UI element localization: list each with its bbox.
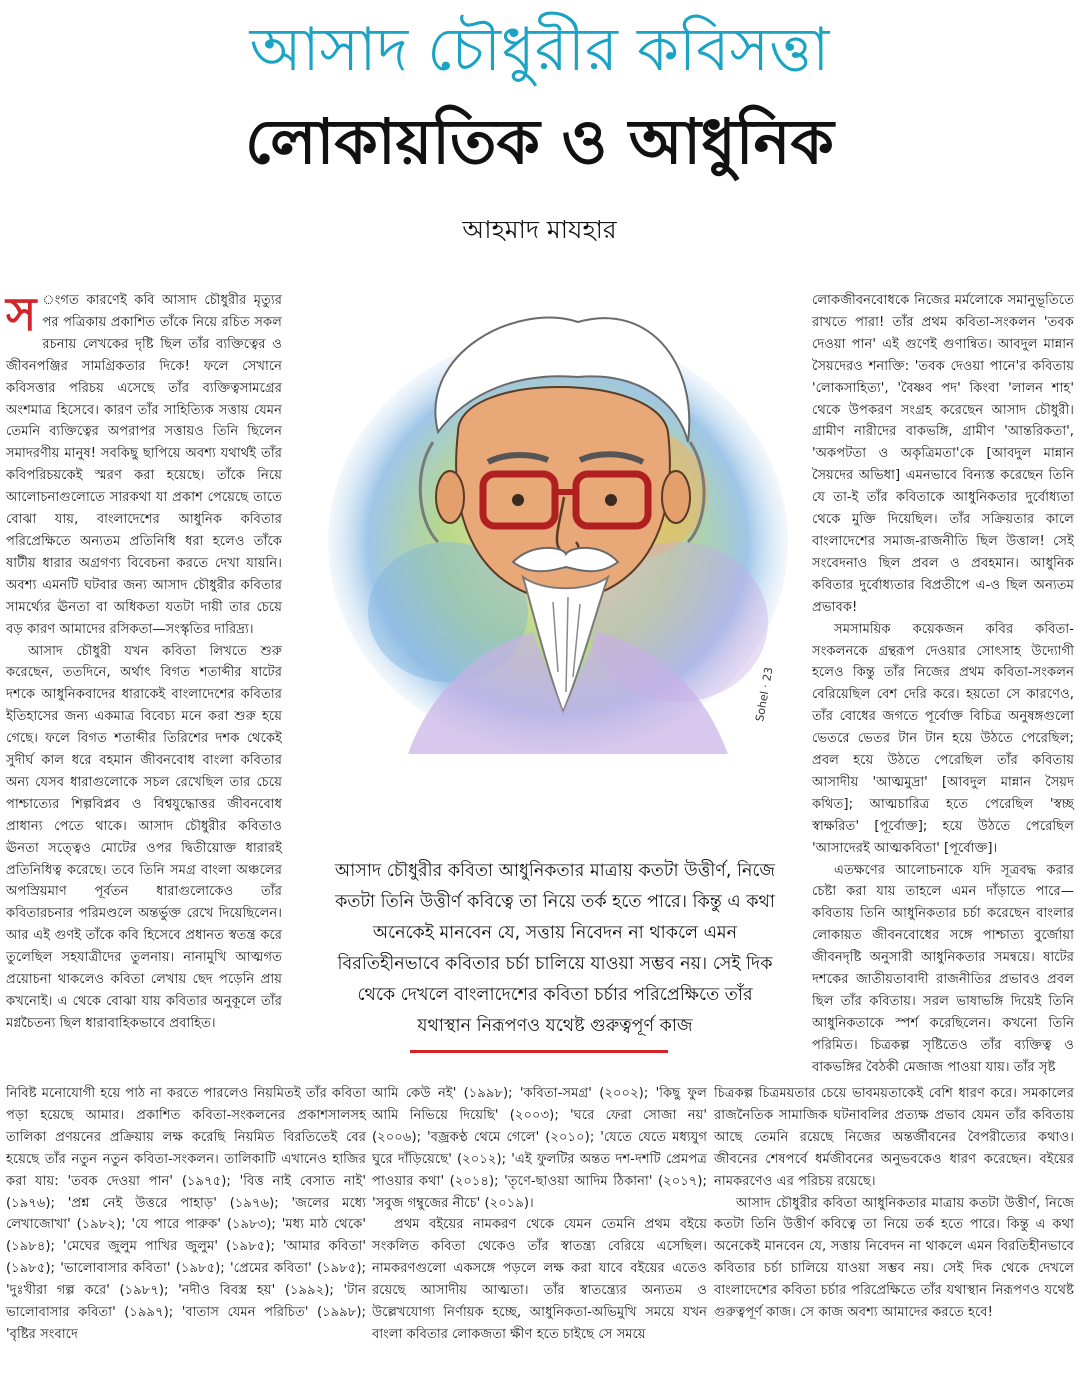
- right-paragraph-3: এতক্ষণের আলোচনাকে যদি সূত্রবদ্ধ করার চেষ্টা করা যায় তাহলে এমন দাঁড়াতে পারে—কবিতায় তিনি আধুনিকতার চর্চা করেছেন বাংলার লোকায়ত জীবনবোধের সঙ্গে পাশ্চাত্য বুর্জোয়া জীবনদৃষ্টি অনুসারী আধুনিকতার সমন্বয়ে। ষাটের দশকের জাতীয়তাবাদী রাজনীতির প্রভাবও প্রবল ছিল তাঁর কবিতায়। সরল ভাষাভঙ্গি দিয়েই তিনি আধুনিকতাকে স্পর্শ করেছিলেন। কখনো তিনি পরিমিত। চিত্রকল্প সৃষ্টিতেও তাঁর ব্যক্তিত্ব ও বাকভঙ্গির বৈঠকী মেজাজ পাওয়া যায়। তাঁর সৃষ্ট: [812, 862, 1074, 1075]
- portrait-illustration: [318, 292, 798, 754]
- article-title-line2: লোকায়তিক ও আধুনিক: [245, 105, 834, 178]
- dropcap: স: [6, 287, 37, 341]
- right-paragraph-2: সমসাময়িক কয়েকজন কবির কবিতা-সংকলনকে গ্রন্থরূপ দেওয়ার সোৎসাহ উদ্যোগী হলেও কিন্তু তাঁর নিজের প্রথম কবিতা-সংকলন বেরিয়েছিল বেশ দেরি করে। হয়তো সে কারণেও, তাঁর বোধের জগতে পূর্বোক্ত বিচিত্র অনুষঙ্গগুলো ভেতরে ভেতর টান টান হয়ে উঠতে পেরেছিল; প্রবল হয়ে উঠতে পেরেছিল তাঁর কবিতায় আসাদীয় 'আত্মমুদ্রা' [আবদুল মান্নান সৈয়দ কথিত]; আত্মচারিত্র হতে পেরেছিল 'স্বচ্ছ স্বাক্ষরিত' [পূর্বোক্ত]; হয়ে উঠতে পেরেছিল 'আসাদেরই আত্মকবিতা' [পূর্বোক্ত]।: [812, 621, 1074, 856]
- artist-signature: Sohel · 23: [753, 666, 776, 723]
- middle-column: [372, 1083, 707, 1373]
- right-paragraph-5: আসাদ চৌধুরীর কবিতা আধুনিকতার মাত্রায় কতটা উত্তীর্ণ, নিজে কতটা তিনি উত্তীর্ণ কবিত্বে তা নিয়ে তর্ক হতে পারে। কিন্তু এ কথা অনেকেই মানবেন যে, সত্তায় নিবেদন না থাকলে এমন বিরতিহীনভাবে কবিতার চর্চা চালিয়ে যাওয়া সম্ভব নয়। সেই দিক থেকে দেখলে বাংলাদেশের কবিতা চর্চার পরিপ্রেক্ষিতে তাঁর যথাস্থান নিরূপণও যথেষ্ট গুরুত্বপূর্ণ কাজ। সে কাজ অবশ্য আমাদের করতে হবে!: [714, 1195, 1074, 1321]
- left-paragraph-3: নিবিষ্ট মনোযোগী হয়ে পাঠ না করতে পারলেও নিয়মিতই তাঁর কবিতা পড়া হয়েছে আমার। প্রকাশিত কবিতা-সংকলনের প্রকাশসালসহ তালিকা প্রণয়নের প্রক্রিয়ায় লক্ষ করেছি নিয়মিত বিরতিতেই বের হয়েছে তাঁর নতুন নতুন কবিতা-সংকলন। তালিকাটি এখানেও হাজির করা যায়: 'তবক দেওয়া পান' (১৯৭৫); 'বিত্ত নাই বেসাত নাই' (১৯৭৬); 'প্রশ্ন নেই উত্তরে পাহাড়' (১৯৭৬); 'জলের মধ্যে লেখাজোখা' (১৯৮২); 'যে পারে পারুক' (১৯৮৩); 'মধ্য মাঠ থেকে' (১৯৮৪); 'মেঘের জুলুম পাখির জুলুম' (১৯৮৫); 'আমার কবিতা' (১৯৮৫); 'ভালোবাসার কবিতা' (১৯৮৫); 'প্রেমের কবিতা' (১৯৮৫); 'দুঃখীরা গল্প করে' (১৯৮৭); 'নদীও বিবস্ত্র হয়' (১৯৯২); 'টান ভালোবাসার কবিতা' (১৯৯৭); 'বাতাস যেমন পরিচিত' (১৯৯৮); 'বৃষ্টির সংবাদে: [6, 1086, 366, 1342]
- middle-paragraph-2: প্রথম বইয়ের নামকরণ থেকে যেমন তেমনি প্রথম বইয়ে সংকলিত কবিতা থেকেও তাঁর স্বাতন্ত্র্য বেরিয়ে এসেছিল। নামকরণগুলো একসঙ্গে পড়লে লক্ষ করা যাবে বইয়ের এতেও রয়েছে আসাদীয় আত্মতা। তাঁর স্বাতন্ত্র্যের অন্যতম ও উল্লেখযোগ্য নির্ণায়ক হচ্ছে, আধুনিকতা-অভিমুখি সময়ে যখন বাংলা কবিতার লোকজতা ক্ষীণ হতে চাইছে সে সময়ে: [372, 1217, 707, 1342]
- right-column: [812, 290, 1074, 1075]
- left-paragraph-2: আসাদ চৌধুরী যখন কবিতা লিখতে শুরু করেছেন, ততদিনে, অর্থাৎ বিগত শতাব্দীর ষাটের দশকে আধুনিকবাদের ধারাকেই বাংলাদেশের কবিতার ইতিহাসের জন্য একমাত্র বিবেচ্য মনে করা শুরু হয়ে গেছে। ফলে বিগত শতাব্দীর তিরিশের দশক থেকেই সুদীর্ঘ কাল ধরে বহমান জীবনবোধ বাংলা কবিতার অন্য যেসব ধারাগুলোকে সচল রেখেছিল তার চেয়ে পাশ্চাত্যের শিল্পবিপ্লব ও বিশ্বযুদ্ধোত্তর জীবনবোধ প্রাধান্য পেতে থাকে। আসাদ চৌধুরীর কবিতাও ঊনতা সত্ত্বেও মোটের ওপর দ্বিতীয়োক্ত ধারারই প্রতিনিধিত্ব করেছে। তবে তিনি সমগ্র বাংলা অঞ্চলের অপস্রিয়মাণ পূর্বতন ধারাগুলোকেও তাঁর কবিতারচনার পরিমণ্ডলে অন্তর্ভুক্ত রেখে দিয়েছিলেন। আর এই গুণই তাঁকে কবি হিসেবে প্রধানত স্বতন্ত্র করে তুলেছিল সহযাত্রীদের তুলনায়। নানামুখি আত্মগত প্রয়োচনা থাকলেও কবিতা লেখায় ছেদ পড়েনি প্রায় কখনোই। এ থেকে বোঝা যায় কবিতার অনুকূলে তাঁর মগ্নচৈতন্য ছিল ধারাবাহিকভাবে প্রবাহিত।: [6, 643, 282, 1031]
- article-title-line1: আসাদ চৌধুরীর কবিসত্তা: [249, 15, 830, 85]
- left-bottom-column: [6, 1083, 366, 1373]
- author-byline: আহমাদ মাযহার: [462, 215, 617, 244]
- right-bottom-column: [714, 1083, 1074, 1373]
- right-paragraph-4: চিত্রকল্প চিত্রময়তার চেয়ে ভাবময়তাকেই বেশি ধারণ করে। সমকালের রাজনৈতিক সামাজিক ঘটনাবলির প্রত্যক্ষ প্রভাব যেমন তাঁর কবিতায় আছে তেমনি রয়েছে নিজের অন্তর্জীবনের বৈপরীত্যের কথাও। জীবনের শেষপর্বে ধর্মজীবনের অনুভবকেও ধারণ করেছেন। বইয়ের নামকরণেও এর পরিচয় রয়েছে।: [714, 1086, 1074, 1189]
- pull-quote: আসাদ চৌধুরীর কবিতা আধুনিকতার মাত্রায় কতটা উত্তীর্ণ, নিজে কতটা তিনি উত্তীর্ণ কবিত্বে তা নিয়ে তর্ক হতে পারে। কিন্তু এ কথা অনেকেই মানবেন যে, সত্তায় নিবেদন না থাকলে এমন বিরতিহীনভাবে কবিতার চর্চা চালিয়ে যাওয়া সম্ভব নয়। সেই দিক থেকে দেখলে বাংলাদেশের কবিতা চর্চার পরিপ্রেক্ষিতে তাঁর যথাস্থান নিরূপণও যথেষ্ট গুরুত্বপূর্ণ কাজ: [334, 861, 776, 1036]
- right-paragraph-1: লোকজীবনবোধকে নিজের মর্মলোকে সমানুভূতিতে রাখতে পারা! তাঁর প্রথম কবিতা-সংকলন 'তবক দেওয়া পান' এই গুণেই গুণান্বিত। আবদুল মান্নান সৈয়দেরও শনাক্তি: 'তবক দেওয়া পানে'র কবিতায় 'লোকসাহিত্য', 'বৈষ্ণব পদ' কিংবা 'লালন শাহ' থেকে উপকরণ সংগ্রহ করেছেন আসাদ চৌধুরী। গ্রামীণ নারীদের বাকভঙ্গি, গ্রামীণ 'আন্তরিকতা', 'অকপটতা ও অকৃত্রিমতা'কে [আবদুল মান্নান সৈয়দের অভিধা] এমনভাবে বিন্যস্ত করেছেন তিনি যে তা-ই তাঁর কবিতাকে আধুনিকতার দুর্বোধ্যতা থেকে মুক্তি দিয়েছিল। তাঁর সক্রিয়তার কালে বাংলাদেশের সমাজ-রাজনীতি ছিল উত্তাল! সেই সংবেদনাও ছিল প্রবল ও প্রবহমান। আধুনিক কবিতার দুর্বোধ্যতার বিপ্রতীপে এ-ও ছিল অন্যতম প্রভাবক!: [812, 293, 1074, 615]
- pull-quote-rule: [410, 1050, 668, 1053]
- middle-paragraph-1: আমি কেউ নই' (১৯৯৮); 'কবিতা-সমগ্র' (২০০২); 'কিছু ফুল আমি নিভিয়ে দিয়েছি' (২০০৩); 'ঘরে ফেরা সোজা নয়' (২০০৬); 'বজ্রকণ্ঠ থেমে গেলে' (২০১০); 'যেতে যেতে মধ্যযুগ ঘুরে দাঁড়িয়েছে' (২০১২); 'এই ফুলটির অন্তত দশ-দশটি প্রেমপত্র পাওয়ার কথা' (২০১৪); 'তৃণে-ছাওয়া আদিম ঠিকানা' (২০১৭); 'সবুজ গম্বুজের নীচে' (২০১৯)।: [372, 1086, 707, 1211]
- left-column: [6, 287, 282, 1031]
- left-paragraph-1: ংগত কারণেই কবি আসাদ চৌধুরীর মৃত্যুর পর পত্রিকায় প্রকাশিত তাঁকে নিয়ে রচিত সকল রচনায় লেখকের দৃষ্টি ছিল তাঁর ব্যক্তিত্বের ও জীবনপঞ্জির সামগ্রিকতার দিকে! ফলে সেখানে কবিসত্তার পরিচয় এসেছে তাঁর ব্যক্তিত্বসামগ্রের অংশমাত্র হিসেবে। কারণ তাঁর সাহিত্যিক সত্তায় যেমন তেমনি ব্যক্তিত্বের অপরাপর সত্তায়ও তিনি ছিলেন সমাদরণীয় মানুষ! সবকিছু ছাপিয়ে অবশ্য যথার্থই তাঁর কবিপরিচয়কেই স্মরণ করা হয়েছে। তাঁকে নিয়ে আলোচনাগুলোতে সারকথা যা প্রকাশ পেয়েছে তাতে বোঝা যায়, বাংলাদেশের আধুনিক কবিতার পরিপ্রেক্ষিতে অন্যতম প্রতিনিধি ধরা হলেও তাঁকে ষাটীয় ধারার অগ্রগণ্য বিবেচনা করতে দেখা যায়নি। অবশ্য এমনটি ঘটবার জন্য আসাদ চৌধুরীর কবিতার সামর্থ্যের ঊনতা বা অধিকতা যতটা দায়ী তার চেয়ে বড় কারণ আমাদের রসিকতা—সংস্কৃতির দারিদ্র্য।: [6, 293, 282, 637]
